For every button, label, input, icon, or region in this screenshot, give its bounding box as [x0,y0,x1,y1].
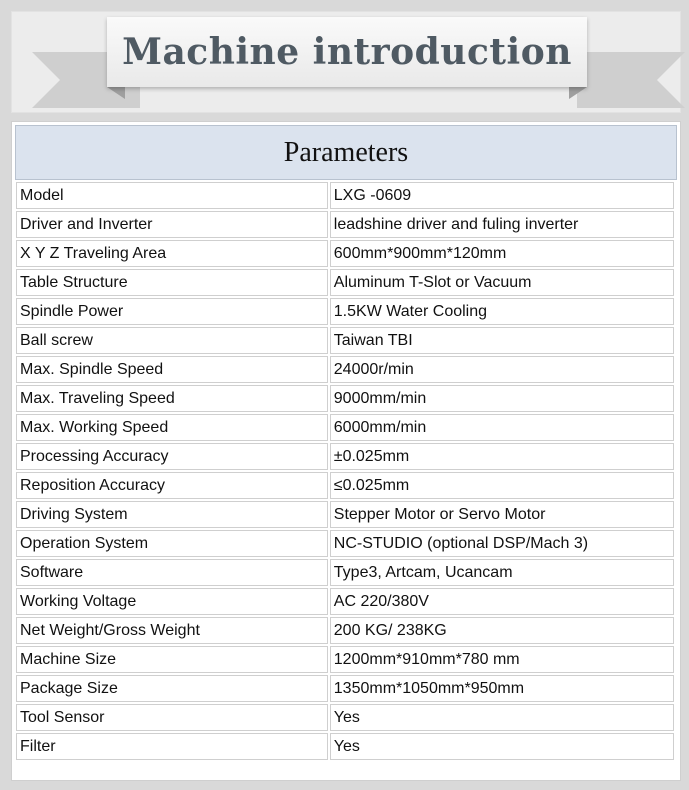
parameter-name: Table Structure [16,269,328,296]
parameter-name: Model [16,182,328,209]
parameter-name: Spindle Power [16,298,328,325]
ribbon-tail-right [577,52,685,108]
table-row [16,443,674,470]
parameter-name: Processing Accuracy [16,443,328,470]
parameter-name: Reposition Accuracy [16,472,328,499]
table-row [16,182,674,209]
parameter-name: Ball screw [16,327,328,354]
parameter-value: 9000mm/min [330,385,674,412]
table-row [16,704,674,731]
table-row [16,646,674,673]
parameters-card [11,121,681,781]
parameter-value: Stepper Motor or Servo Motor [330,501,674,528]
parameter-name: Net Weight/Gross Weight [16,617,328,644]
parameter-value: 600mm*900mm*120mm [330,240,674,267]
parameter-value: Yes [330,733,674,760]
parameter-value: 200 KG/ 238KG [330,617,674,644]
parameters-table [14,180,676,762]
table-row [16,211,674,238]
title-banner [11,11,681,113]
parameter-value: 1.5KW Water Cooling [330,298,674,325]
parameter-name: Filter [16,733,328,760]
parameter-name: Tool Sensor [16,704,328,731]
parameter-value: Taiwan TBI [330,327,674,354]
table-row [16,733,674,760]
parameter-name: Machine Size [16,646,328,673]
parameter-value: ≤0.025mm [330,472,674,499]
parameter-name: Driver and Inverter [16,211,328,238]
parameter-value: 1200mm*910mm*780 mm [330,646,674,673]
parameter-value: AC 220/380V [330,588,674,615]
parameter-name: Max. Traveling Speed [16,385,328,412]
parameter-name: Software [16,559,328,586]
table-row [16,617,674,644]
parameter-name: Max. Spindle Speed [16,356,328,383]
parameter-name: Driving System [16,501,328,528]
ribbon-fold-right [569,87,587,99]
parameter-name: Max. Working Speed [16,414,328,441]
parameter-value: 6000mm/min [330,414,674,441]
table-row [16,414,674,441]
parameter-name: Working Voltage [16,588,328,615]
table-row [16,269,674,296]
parameter-name: X Y Z Traveling Area [16,240,328,267]
ribbon [107,17,587,87]
ribbon-fold-left [107,87,125,99]
parameter-value: Aluminum T-Slot or Vacuum [330,269,674,296]
table-row [16,298,674,325]
page-title: Machine introduction [122,31,572,73]
parameter-name: Package Size [16,675,328,702]
table-row [16,472,674,499]
table-row [16,559,674,586]
table-row [16,675,674,702]
parameter-value: Yes [330,704,674,731]
table-row [16,588,674,615]
table-row [16,240,674,267]
parameter-value: 1350mm*1050mm*950mm [330,675,674,702]
table-row [16,501,674,528]
parameter-value: 24000r/min [330,356,674,383]
parameter-value: leadshine driver and fuling inverter [330,211,674,238]
table-row [16,530,674,557]
table-row [16,356,674,383]
parameter-name: Operation System [16,530,328,557]
parameter-value: Type3, Artcam, Ucancam [330,559,674,586]
table-header: Parameters [15,125,677,180]
parameter-value: ±0.025mm [330,443,674,470]
table-row [16,385,674,412]
table-row [16,327,674,354]
parameter-value: NC-STUDIO (optional DSP/Mach 3) [330,530,674,557]
parameter-value: LXG -0609 [330,182,674,209]
